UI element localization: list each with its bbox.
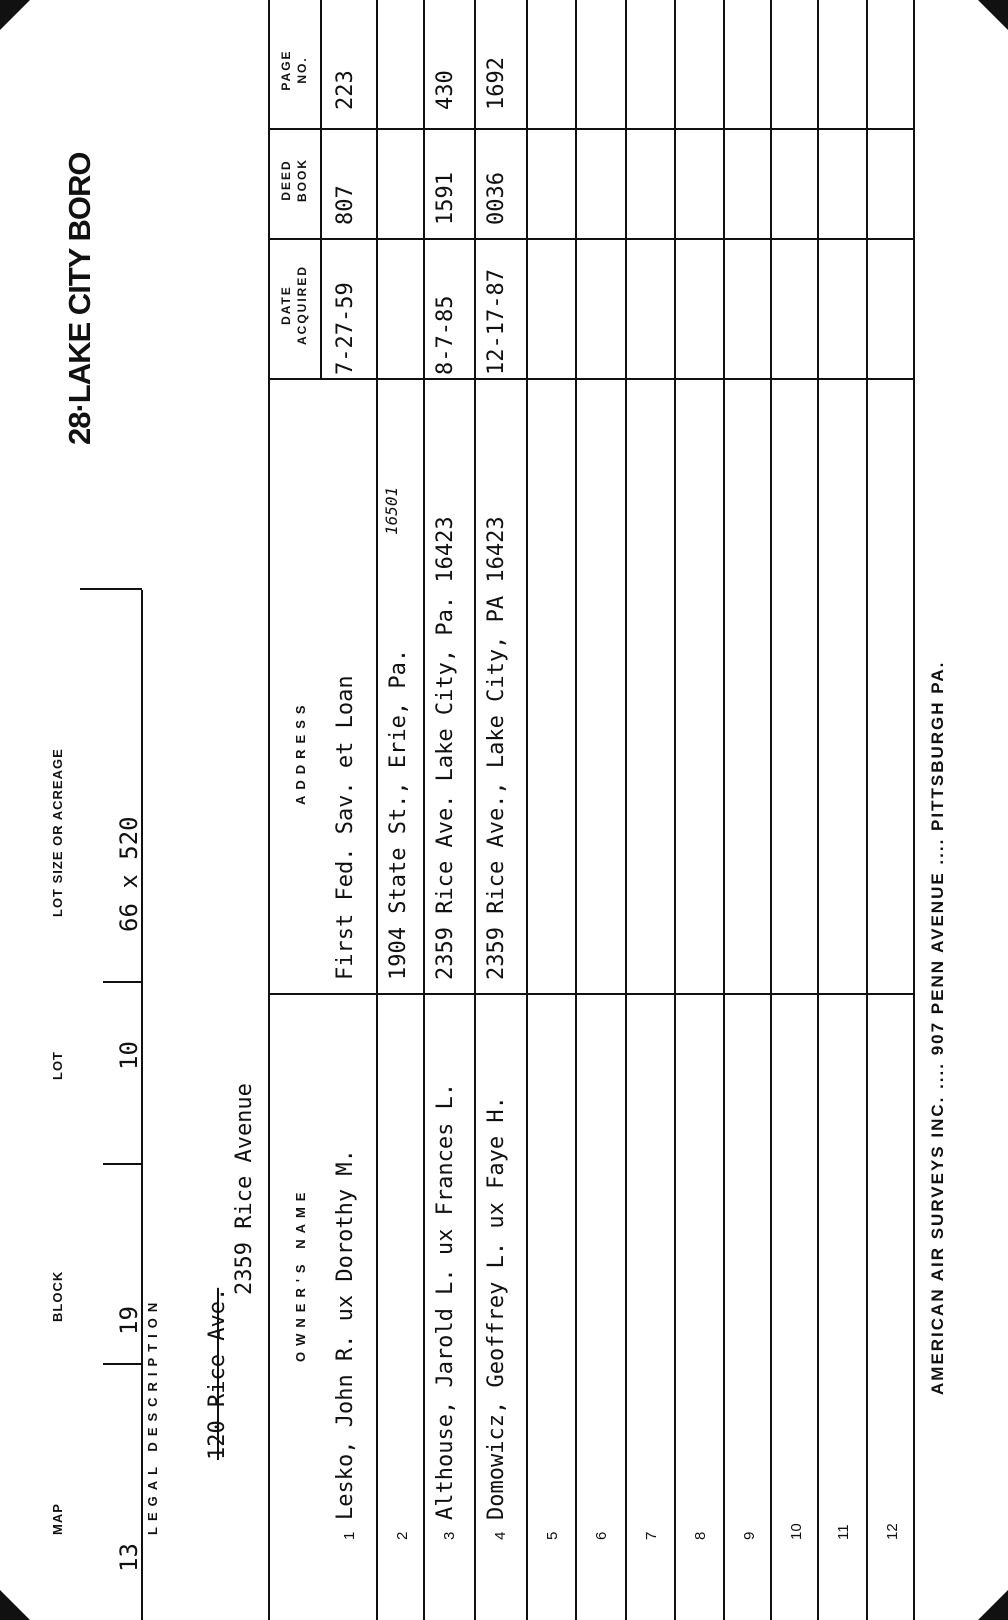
corner-mark-bottom-left [0,1590,30,1620]
row-rule [913,0,915,1620]
date-header-line1: DATE [279,285,293,325]
row-number: 7 [643,1531,660,1540]
page-header-line1: PAGE [279,49,293,91]
row-number: 12 [884,1523,901,1540]
block-label: BLOCK [50,1270,65,1322]
address: 2359 Rice Ave., Lake City, PA 16423 [484,516,509,980]
row-rule [817,0,819,1620]
address-header: ADDRESS [293,699,308,805]
deed-book: 0036 [484,172,509,225]
date-acquired: 8-7-85 [433,295,458,375]
lot-size-label: LOT SIZE OR ACREAGE [50,748,65,917]
deed-header-line2: BOOK [295,158,309,202]
lot-value: 10 [115,1041,143,1070]
lot-label: LOT [50,1051,65,1080]
deed-book: 807 [333,185,358,225]
map-block-divider [103,1363,141,1365]
address: 2359 Rice Ave. Lake City, Pa. 16423 [433,516,458,980]
deed-book: 1591 [433,172,458,225]
address: 1904 State St., Erie, Pa. [386,648,411,980]
row-number: 10 [788,1523,805,1540]
owner-header: OWNER'S NAME [293,1186,308,1362]
page-number: 223 [333,70,358,110]
lot-lotsize-divider [103,981,141,983]
corner-mark-top-right [978,0,1008,30]
deed-header-line1: DEED [279,159,293,201]
row-number: 4 [492,1531,509,1540]
owner-name: Domowicz, Geoffrey L. ux Faye H. [484,1096,509,1520]
row-number: 3 [441,1531,458,1540]
page-number: 1692 [484,57,509,110]
date-header-line2: ACQUIRED [295,265,309,346]
row-number: 2 [394,1531,411,1540]
date-header [278,245,310,365]
corner-mark-top-left [978,1590,1008,1620]
footer-text: AMERICAN AIR SURVEYS INC. .... 907 PENN AVENUE .... PITTSBURGH PA. [928,660,947,1395]
legal-description-text: 2359 Rice Avenue [232,1083,257,1295]
map-label: MAP [50,1503,65,1535]
row-number: 1 [341,1531,358,1540]
legal-description-struck: 120 Rice Ave. [205,1287,230,1460]
header-right-rule [80,588,142,590]
row-number: 5 [544,1531,561,1540]
row-rule [866,0,868,1620]
owner-name: Althouse, Jarold L. ux Frances L. [433,1082,458,1520]
row-rule [376,0,378,1620]
row-rule [723,0,725,1620]
row-rule [625,0,627,1620]
corner-mark-bottom-right [0,0,30,30]
row-rule [474,0,476,1620]
row-number: 6 [593,1531,610,1540]
row-rule [674,0,676,1620]
row-number: 8 [692,1531,709,1540]
row-rule [423,0,425,1620]
page-title: 28·LAKE CITY BORO [62,152,97,445]
header-rule [141,590,143,1620]
owner-name: Lesko, John R. ux Dorothy M. [333,1149,358,1520]
row-rule [770,0,772,1620]
table-header-rule [320,0,322,380]
date-acquired: 12-17-87 [484,269,509,375]
block-value: 19 [115,1306,143,1335]
page-header [278,20,310,120]
map-value: 13 [115,1543,143,1572]
page-header-line2: NO. [295,56,309,84]
row-rule [575,0,577,1620]
row-rule [526,0,528,1620]
row-number: 11 [835,1524,852,1540]
address-note: 16501 [382,486,401,535]
lot-size-value: 66 x 520 [115,816,143,932]
date-acquired: 7-27-59 [333,282,358,375]
row-number: 9 [741,1531,758,1540]
legal-description-label: LEGAL DESCRIPTION [145,1296,160,1535]
block-lot-divider [103,1163,141,1165]
page-number: 430 [433,70,458,110]
table-top-rule [268,0,270,1620]
address: First Fed. Sav. et Loan [333,675,358,980]
deed-header [278,125,310,235]
